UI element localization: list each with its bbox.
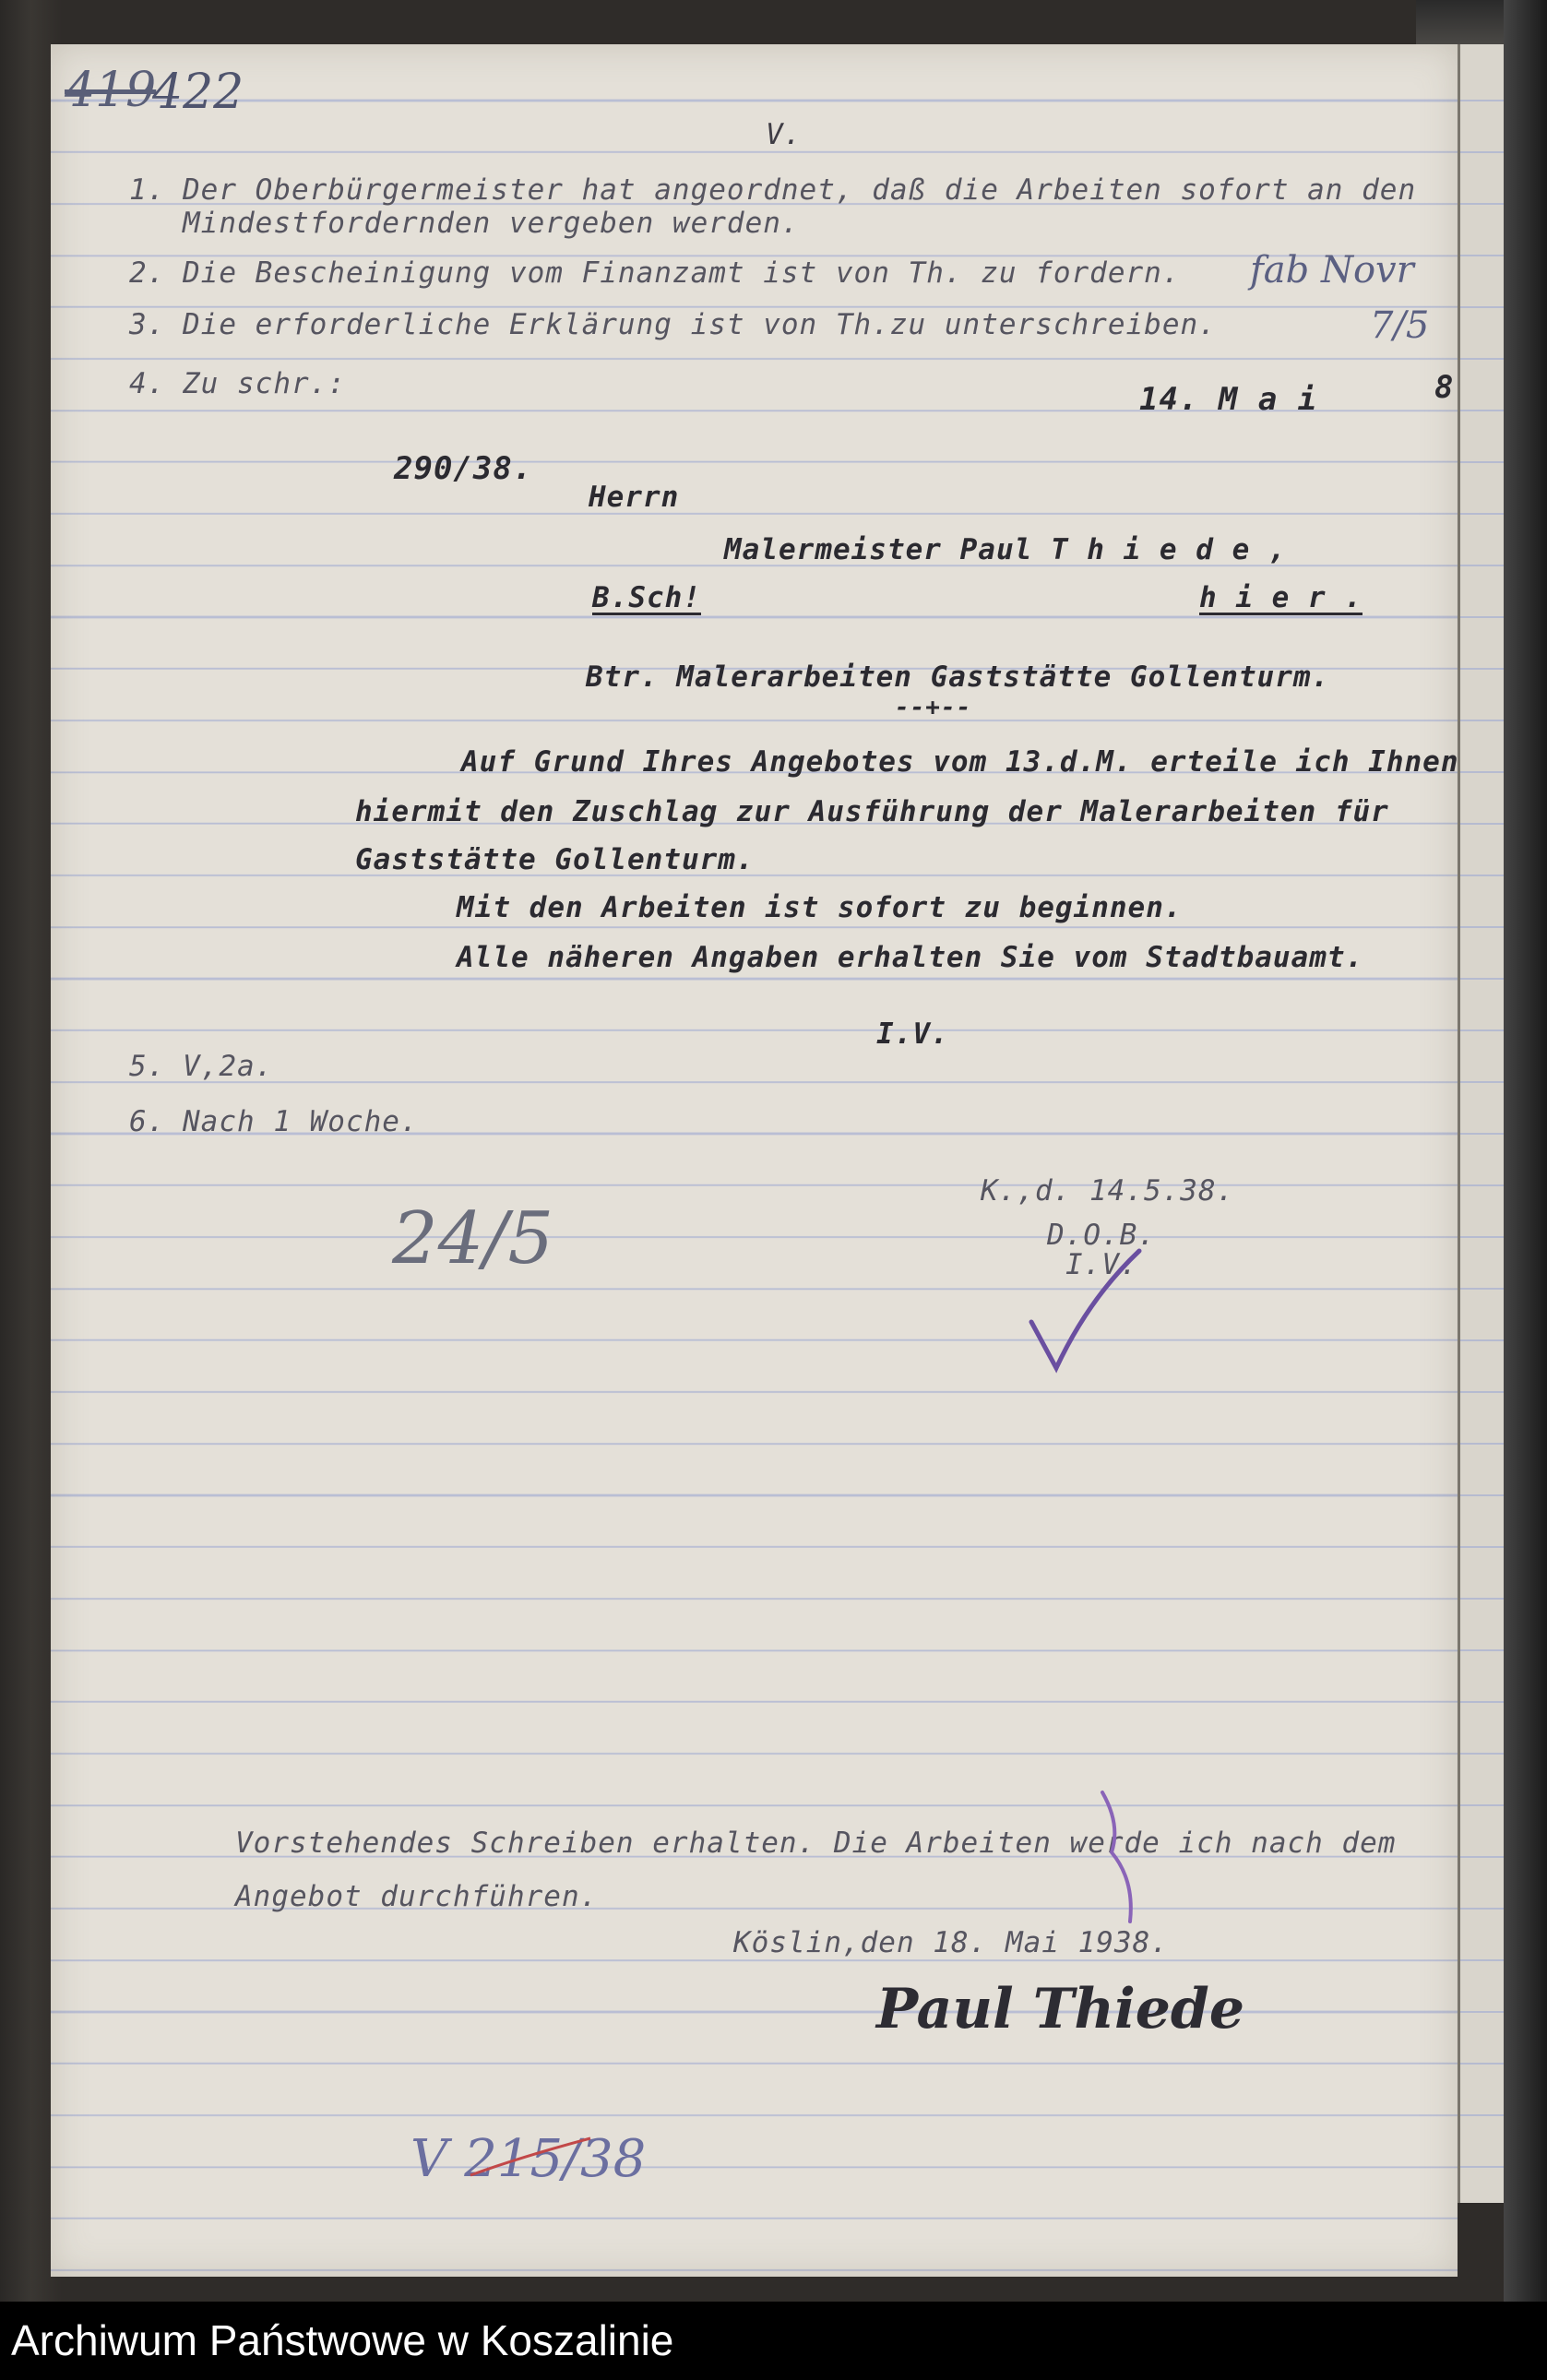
- signature-iv: I.V.: [1065, 1248, 1138, 1281]
- purple-pencil-mark-icon: [1093, 1788, 1148, 1926]
- letter-date: 14. M a i: [1139, 381, 1318, 418]
- archive-stamp-number: V 215/38: [411, 2129, 647, 2189]
- item-number: 6.: [129, 1105, 166, 1138]
- handwritten-date: 24/5: [392, 1197, 554, 1280]
- subject-line: Btr. Malerarbeiten Gaststätte Gollenturm.: [586, 660, 1330, 694]
- bsch-note: B.Sch!: [592, 581, 701, 614]
- facing-page-edge: [1458, 44, 1506, 2203]
- item-number: 4.: [129, 367, 166, 400]
- body-line: Alle näheren Angaben erhalten Sie vom Stadtbauamt.: [457, 941, 1364, 974]
- item-text: Zu schr.:: [183, 367, 346, 400]
- salutation: Herrn: [589, 481, 680, 514]
- in-representation: I.V.: [876, 1017, 949, 1051]
- file-number-struck: 419: [65, 63, 157, 118]
- recipient-location: h i e r .: [1199, 581, 1363, 614]
- subject-separator: --+--: [895, 694, 972, 721]
- archive-name: Archiwum Państwowe w Koszalinie: [11, 2316, 674, 2364]
- margin-note: fab Novr: [1250, 249, 1414, 292]
- binding-spine: [1504, 0, 1547, 2302]
- item-text: Nach 1 Woche.: [183, 1105, 419, 1138]
- archive-footer: [0, 2302, 1547, 2380]
- receipt-signature: Paul Thiede: [876, 1977, 1245, 2041]
- reference-number: 290/38.: [394, 450, 533, 487]
- signature-office: D.O.B.: [1047, 1219, 1156, 1252]
- item-number: 1.: [129, 173, 166, 207]
- recipient: Malermeister Paul T h i e d e ,: [724, 533, 1287, 566]
- item-number: 3.: [129, 308, 166, 341]
- body-line: hiermit den Zuschlag zur Ausführung der Malerarbeiten für: [355, 795, 1389, 828]
- item-number: 5.: [129, 1050, 166, 1083]
- margin-note: 7/5: [1370, 304, 1430, 347]
- item-text: Die erforderliche Erklärung ist von Th.zu unterschreiben.: [183, 308, 1217, 341]
- strike-mark-icon: [466, 2129, 595, 2194]
- item-text: V,2a.: [183, 1050, 274, 1083]
- place-date: K.,d. 14.5.38.: [981, 1174, 1235, 1208]
- item-text-continued: Mindestfordernden vergeben werden.: [183, 207, 800, 240]
- file-number: 422: [152, 65, 244, 120]
- letter-date-cut: 8: [1434, 369, 1455, 406]
- body-line: Mit den Arbeiten ist sofort zu beginnen.: [457, 891, 1183, 924]
- receipt-line: Vorstehendes Schreiben erhalten. Die Arbeiten werde ich nach dem: [235, 1827, 1397, 1860]
- body-line: Auf Grund Ihres Angebotes vom 13.d.M. erteile ich Ihnen: [461, 745, 1459, 779]
- letter-heading: V.: [766, 118, 803, 151]
- item-text: Die Bescheinigung vom Finanzamt ist von Th. zu fordern.: [183, 256, 1181, 290]
- receipt-line: Angebot durchführen.: [235, 1880, 599, 1913]
- item-text: Der Oberbürgermeister hat angeordnet, daß die Arbeiten sofort an den: [183, 173, 1417, 207]
- body-line: Gaststätte Gollenturm.: [355, 843, 755, 876]
- document-page: [51, 44, 1458, 2277]
- check-mark-icon: [1024, 1244, 1144, 1382]
- binding-top-edge: [1416, 0, 1504, 44]
- item-number: 2.: [129, 256, 166, 290]
- receipt-place-date: Köslin,den 18. Mai 1938.: [733, 1926, 1169, 1959]
